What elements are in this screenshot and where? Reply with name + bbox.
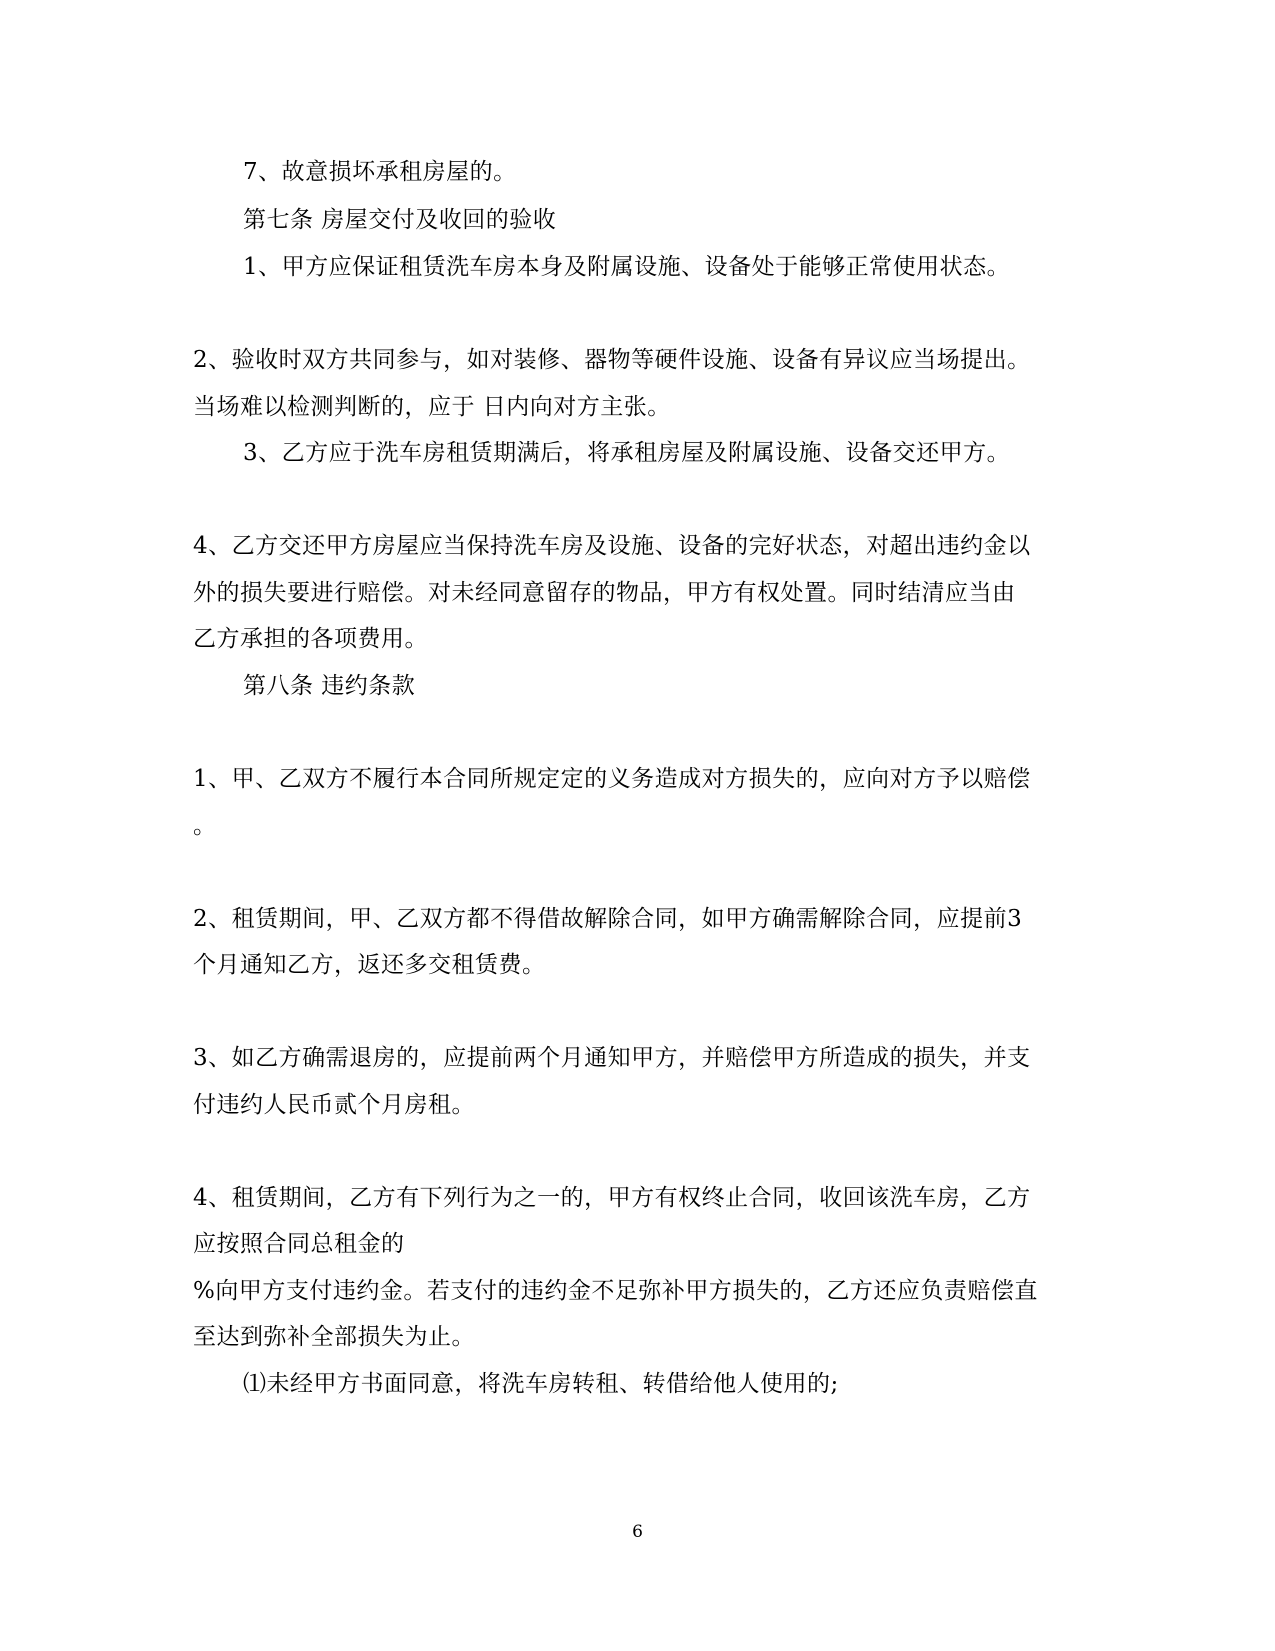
article-7-item-2-line-1: 2、验收时双方共同参与，如对装修、器物等硬件设施、设备有异议应当场提出。	[193, 347, 1031, 373]
article-7-item-4-line-2: 外的损失要进行赔偿。对未经同意留存的物品，甲方有权处置。同时结清应当由	[193, 580, 1016, 606]
article-8-item-1-line-1: 1、甲、乙双方不履行本合同所规定定的义务造成对方损失的，应向对方予以赔偿	[193, 766, 1031, 792]
article-8-item-3-line-1: 3、如乙方确需退房的，应提前两个月通知甲方，并赔偿甲方所造成的损失，并支	[193, 1045, 1031, 1071]
article-8-item-4-sub-1: ⑴未经甲方书面同意，将洗车房转租、转借给他人使用的;	[243, 1371, 839, 1397]
page-number: 6	[632, 1522, 643, 1542]
article-7-item-2-line-2: 当场难以检测判断的，应于 日内向对方主张。	[193, 394, 671, 420]
article-8-item-4-line-1: 4、租赁期间，乙方有下列行为之一的，甲方有权终止合同，收回该洗车房，乙方	[193, 1185, 1031, 1211]
article-8-item-1-line-2: 。	[193, 813, 217, 839]
article-8-item-4-line-4: 至达到弥补全部损失为止。	[193, 1324, 475, 1350]
article-7-item-1: 1、甲方应保证租赁洗车房本身及附属设施、设备处于能够正常使用状态。	[243, 254, 1011, 280]
article-8-item-2-line-2: 个月通知乙方，返还多交租赁费。	[193, 952, 546, 978]
article-8-item-2-line-1: 2、租赁期间，甲、乙双方都不得借故解除合同，如甲方确需解除合同，应提前3	[193, 906, 1023, 932]
article-8-item-3-line-2: 付违约人民币贰个月房租。	[193, 1092, 475, 1118]
article-7-item-3: 3、乙方应于洗车房租赁期满后，将承租房屋及附属设施、设备交还甲方。	[243, 440, 1011, 466]
clause-7-item-7: 7、故意损坏承租房屋的。	[243, 159, 517, 185]
article-7-item-4-line-1: 4、乙方交还甲方房屋应当保持洗车房及设施、设备的完好状态，对超出违约金以	[193, 533, 1031, 559]
article-8-item-4-line-2: 应按照合同总租金的	[193, 1231, 405, 1257]
article-8-item-4-line-3: %向甲方支付违约金。若支付的违约金不足弥补甲方损失的，乙方还应负责赔偿直	[193, 1278, 1038, 1304]
article-7-heading: 第七条 房屋交付及收回的验收	[243, 207, 557, 233]
article-8-heading: 第八条 违约条款	[243, 673, 416, 699]
article-7-item-4-line-3: 乙方承担的各项费用。	[193, 626, 428, 652]
